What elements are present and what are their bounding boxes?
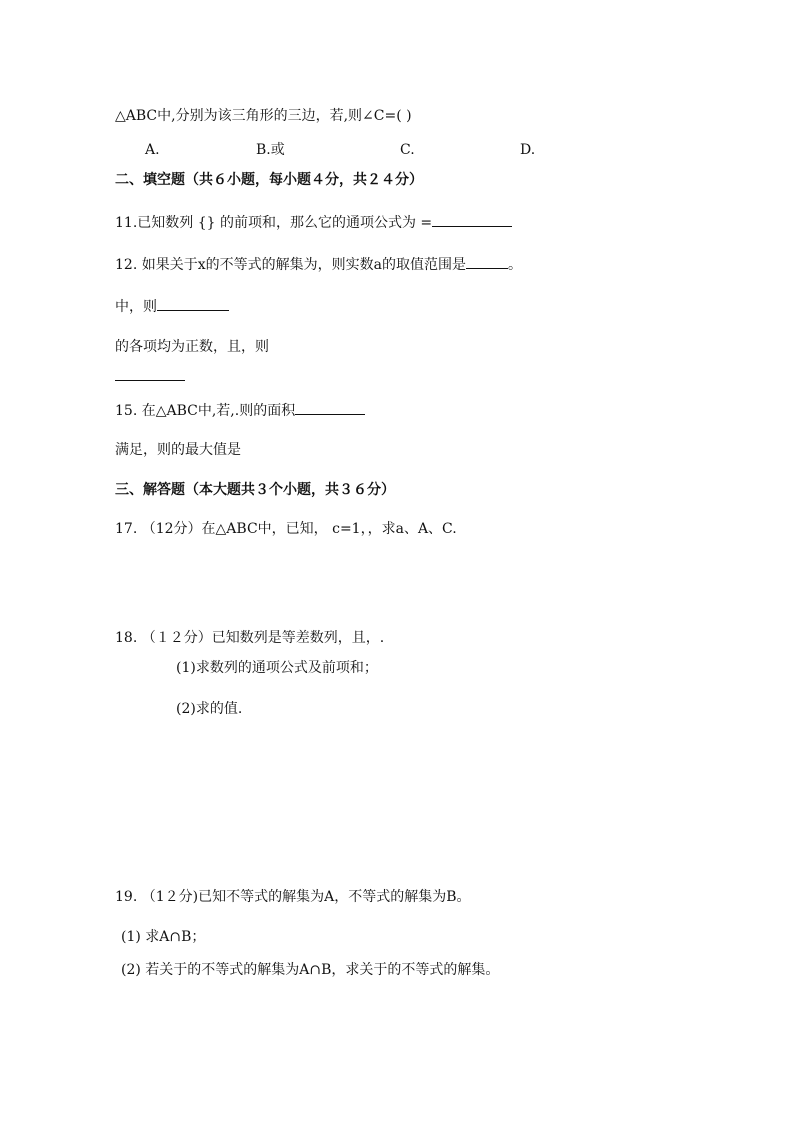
question-11-text: 11.已知数列 {} 的前项和，那么它的通项公式为 = [115, 215, 433, 231]
question-12-text: 12. 如果关于x的不等式的解集为，则实数a的取值范围是 [115, 257, 466, 273]
question-19-part-1: (1) 求A∩B； [121, 929, 206, 945]
question-14-blank-line [115, 366, 185, 386]
answer-blank [157, 296, 229, 311]
question-13 [115, 296, 229, 316]
option-b: B.或 [256, 142, 285, 158]
section-3-heading: 三、解答题（本大题共３个小题，共３６分） [115, 482, 395, 498]
question-18-text: 18. （１２分）已知数列是等差数列，且，. [115, 630, 385, 646]
answer-blank [295, 400, 365, 415]
question-19-text: 19. （1２分)已知不等式的解集为A，不等式的解集为B。 [115, 889, 471, 905]
answer-blank [432, 212, 512, 227]
option-c: C. [400, 142, 415, 158]
question-19-part-2: (2) 若关于的不等式的解集为A∩B，求关于的不等式的解集。 [121, 962, 500, 978]
question-14-text: 的各项均为正数，且，则 [115, 339, 269, 355]
question-18-part-1: (1)求数列的通项公式及前项和； [176, 660, 378, 676]
answer-blank [466, 254, 508, 269]
question-15-text: 15. 在△ABC中,若,.则的面积 [115, 403, 296, 419]
question-18-part-2: (2)求的值. [176, 701, 243, 717]
question-13-text: 中，则 [115, 299, 157, 315]
question-12-end: 。 [507, 257, 522, 273]
option-a: A. [145, 142, 160, 158]
option-d: D. [520, 142, 536, 158]
question-16-text: 满足，则的最大值是 [115, 442, 241, 458]
section-2-heading: 二、填空题（共６小题，每小题４分，共２４分） [115, 172, 423, 188]
question-10-stem: △ABC中,分别为该三角形的三边，若,则∠C=( ) [115, 108, 412, 124]
question-15 [115, 400, 365, 420]
answer-blank [115, 366, 185, 381]
question-11 [115, 212, 512, 232]
question-17-text: 17. （12分）在△ABC中，已知， c=1，，求a、A、C. [115, 521, 457, 537]
question-12 [115, 254, 522, 274]
